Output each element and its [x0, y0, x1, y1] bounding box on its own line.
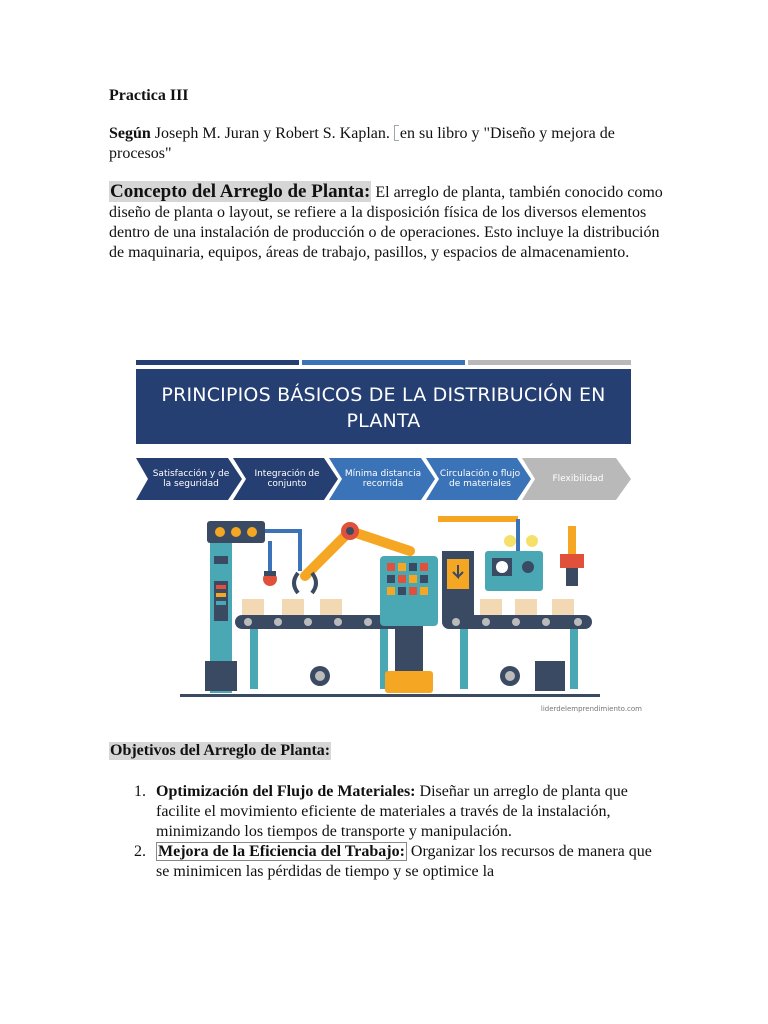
list-item — [134, 842, 654, 882]
step-5: Flexibilidad — [552, 474, 604, 484]
top-color-stripes — [136, 360, 631, 365]
step-4: Circulación o flujo de materiales — [439, 469, 521, 489]
list-number: 1. — [134, 783, 146, 800]
intro-text-a: Joseph M. Juran y Robert S. Kaplan. — [150, 125, 394, 142]
text-cursor-mark — [394, 125, 399, 141]
intro-text-b: en su libro y "Diseño y mejora de procesos" — [109, 125, 615, 162]
list-item — [134, 782, 654, 842]
concept-heading: Concepto del Arreglo de Planta: — [110, 181, 371, 202]
page-title: Practica III — [109, 87, 189, 104]
list-item-title: Mejora de la Eficiencia del Trabajo: — [158, 843, 405, 860]
intro-bold: Según — [109, 125, 151, 142]
list-item-title: Optimización del Flujo de Materiales: — [156, 783, 416, 800]
list-number: 2. — [134, 843, 146, 860]
concept-paragraph — [109, 182, 669, 263]
factory-machine-illustration — [180, 511, 600, 701]
banner-line-1: PRINCIPIOS BÁSICOS DE LA DISTRIBUCIÓN EN — [161, 384, 606, 406]
image-credit: liderdelemprendimiento.com — [540, 705, 642, 713]
step-1: Satisfacción y de la seguridad — [152, 469, 230, 489]
objectives-list — [134, 782, 654, 882]
step-3: Mínima distancia recorrida — [344, 469, 422, 489]
list-item-text: Organizar los recursos de manera que se minimicen las pérdidas de tiempo y se optimice la — [156, 843, 652, 880]
infographic-image — [120, 345, 648, 715]
objectives-heading: Objetivos del Arreglo de Planta: — [110, 742, 331, 759]
concept-text: El arreglo de planta, también conocido como diseño de planta o layout, se refiere a la disposición física de los diversos elementos dentro de una instalación de producción o de operaciones. Esto incluye la distribución de maquinaria, equipos, áreas de trabajo, pasillos, y espacios de almacenamiento. — [109, 184, 663, 261]
infographic-banner — [136, 369, 631, 444]
banner-line-2: PLANTA — [346, 410, 421, 432]
intro-paragraph — [109, 124, 669, 164]
step-2: Integración de conjunto — [254, 469, 320, 489]
principles-chevrons — [136, 458, 631, 500]
list-item-text: Diseñar un arreglo de planta que facilite el movimiento eficiente de materiales a través de la instalación, minimizando los tiempos de transporte y manipulación. — [156, 783, 628, 840]
